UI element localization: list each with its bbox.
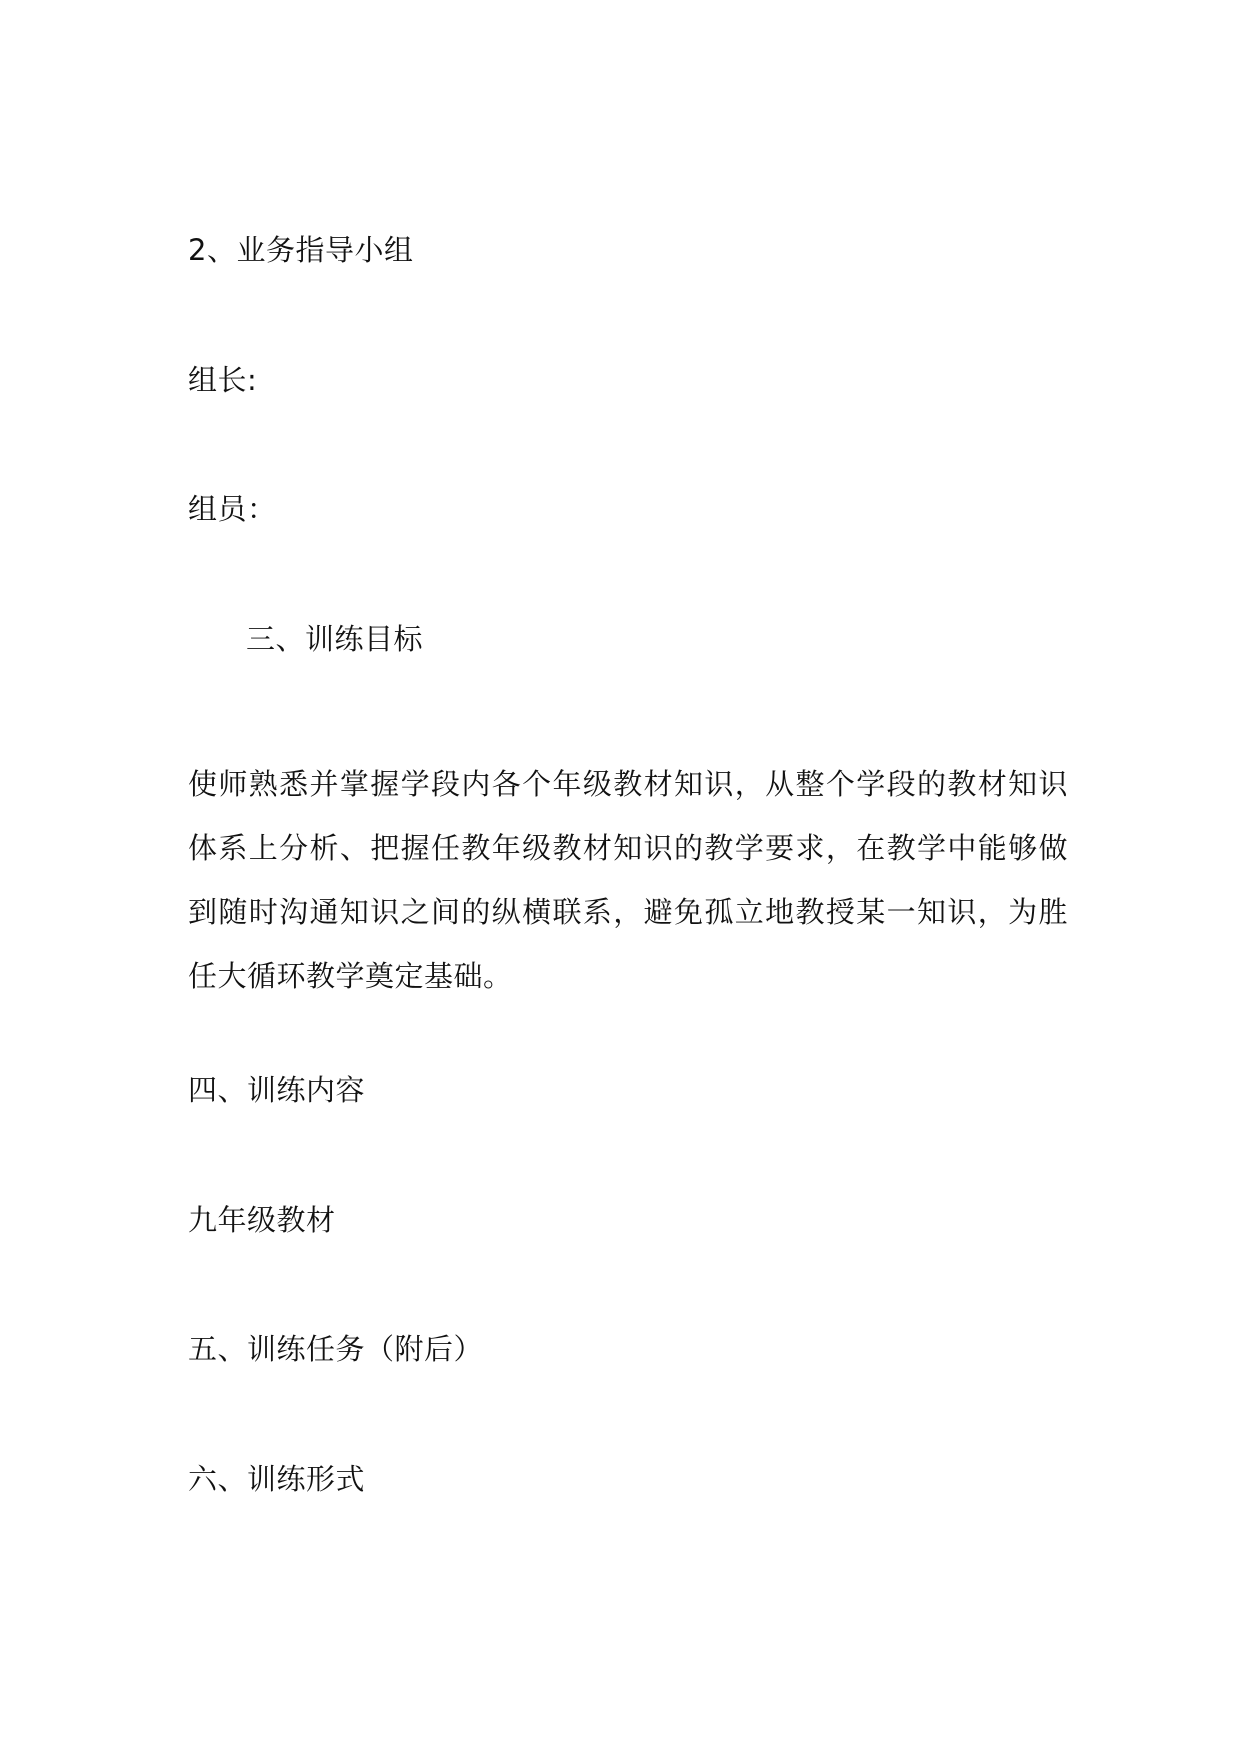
group-members-label: 组员：	[188, 492, 277, 526]
section-six-title: 六、训练形式	[188, 1462, 366, 1496]
section-four-body: 九年级教材	[188, 1203, 336, 1237]
group-leader-label: 组长:	[188, 363, 258, 397]
section-five-title: 五、训练任务（附后）	[188, 1332, 484, 1366]
section-three-body: 使师熟悉并掌握学段内各个年级教材知识，从整个学段的教材知识体系上分析、把握任教年级教材知识的教学要求，在教学中能够做到随时沟通知识之间的纵横联系，避免孤立地教授某一知识，为胜任大循环教学奠定基础。	[188, 767, 1068, 993]
business-guidance-group-heading: 2、业务指导小组	[188, 233, 414, 267]
section-three-title: 三、训练目标	[246, 622, 424, 656]
section-four-title: 四、训练内容	[188, 1073, 366, 1107]
